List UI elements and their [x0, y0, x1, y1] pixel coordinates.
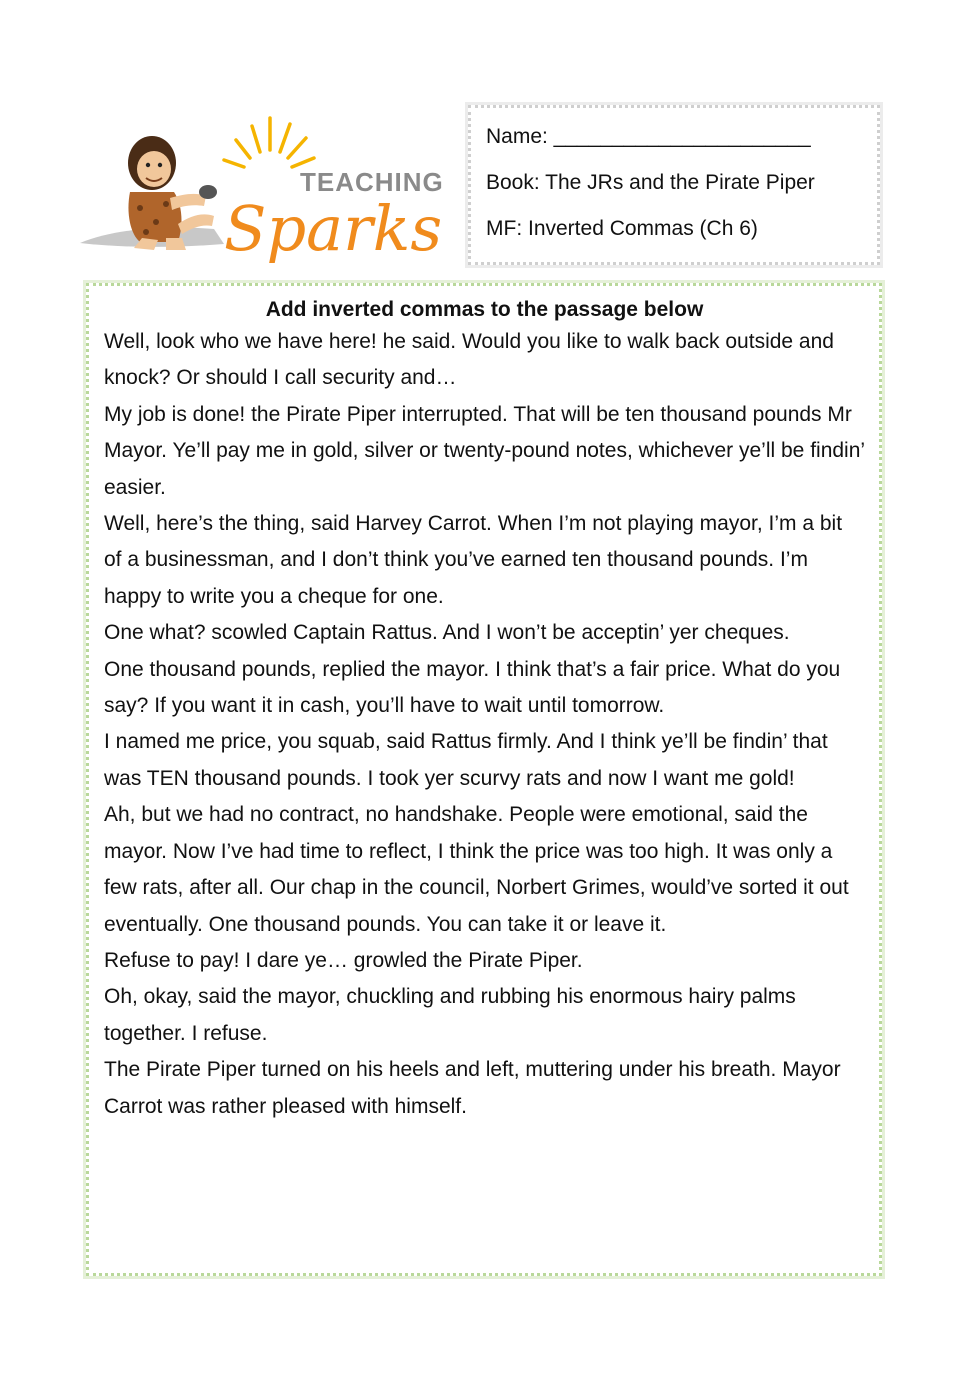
passage-box — [86, 283, 882, 1276]
passage-paragraph: I named me price, you squab, said Rattus firmly. And I think ye’ll be findin’ that was TEN thousand pounds. I took yer scurvy rats and now I want me gold! — [104, 730, 828, 790]
logo-top-text: TEACHING — [300, 167, 444, 197]
info-box — [468, 105, 880, 265]
name-field-line: Name: ______________________ — [486, 125, 811, 148]
passage-paragraph: Well, here’s the thing, said Harvey Carrot. When I’m not playing mayor, I’m a bit of a businessman, and I don’t think you’ve earned ten thousand pounds. I’m happy to write you a cheque for one. — [104, 512, 843, 608]
passage-paragraph: Refuse to pay! I dare ye… growled the Pirate Piper. — [104, 948, 583, 972]
mf-topic-line: MF: Inverted Commas (Ch 6) — [486, 217, 758, 240]
book-title-line: Book: The JRs and the Pirate Piper — [486, 171, 815, 194]
passage-paragraph: The Pirate Piper turned on his heels and left, muttering under his breath. Mayor Carrot was rather pleased with himself. — [104, 1058, 841, 1118]
passage-paragraph: One thousand pounds, replied the mayor. I think that’s a fair price. What do you say? If you want it in cash, you’ll have to wait until tomorrow. — [104, 657, 841, 718]
passage-paragraph: Ah, but we had no contract, no handshake. People were emotional, said the mayor. Now I’ve had time to reflect, I think the price was too high. It was only a few rats, after all. Our chap in the council, Norbert Grimes, would’ve sorted it out eventually. One thousand pounds. You can take it or leave it. — [104, 803, 849, 936]
passage-paragraph: One what? scowled Captain Rattus. And I won’t be acceptin’ yer cheques. — [104, 621, 790, 645]
passage-paragraph: Well, look who we have here! he said. Would you like to walk back outside and knock? Or should I call security and… — [104, 330, 834, 390]
passage-title: Add inverted commas to the passage below — [265, 298, 704, 321]
logo-bottom-text: Sparks — [224, 192, 443, 264]
passage-paragraph: My job is done! the Pirate Piper interrupted. That will be ten thousand pounds Mr Mayor. Ye’ll pay me in gold, silver or twenty-pound notes, whichever ye’ll be findin’ easier. — [104, 402, 865, 499]
passage-paragraph: Oh, okay, said the mayor, chuckling and rubbing his enormous hairy palms together. I refuse. — [104, 985, 796, 1045]
teaching-sparks-logo — [74, 112, 446, 264]
